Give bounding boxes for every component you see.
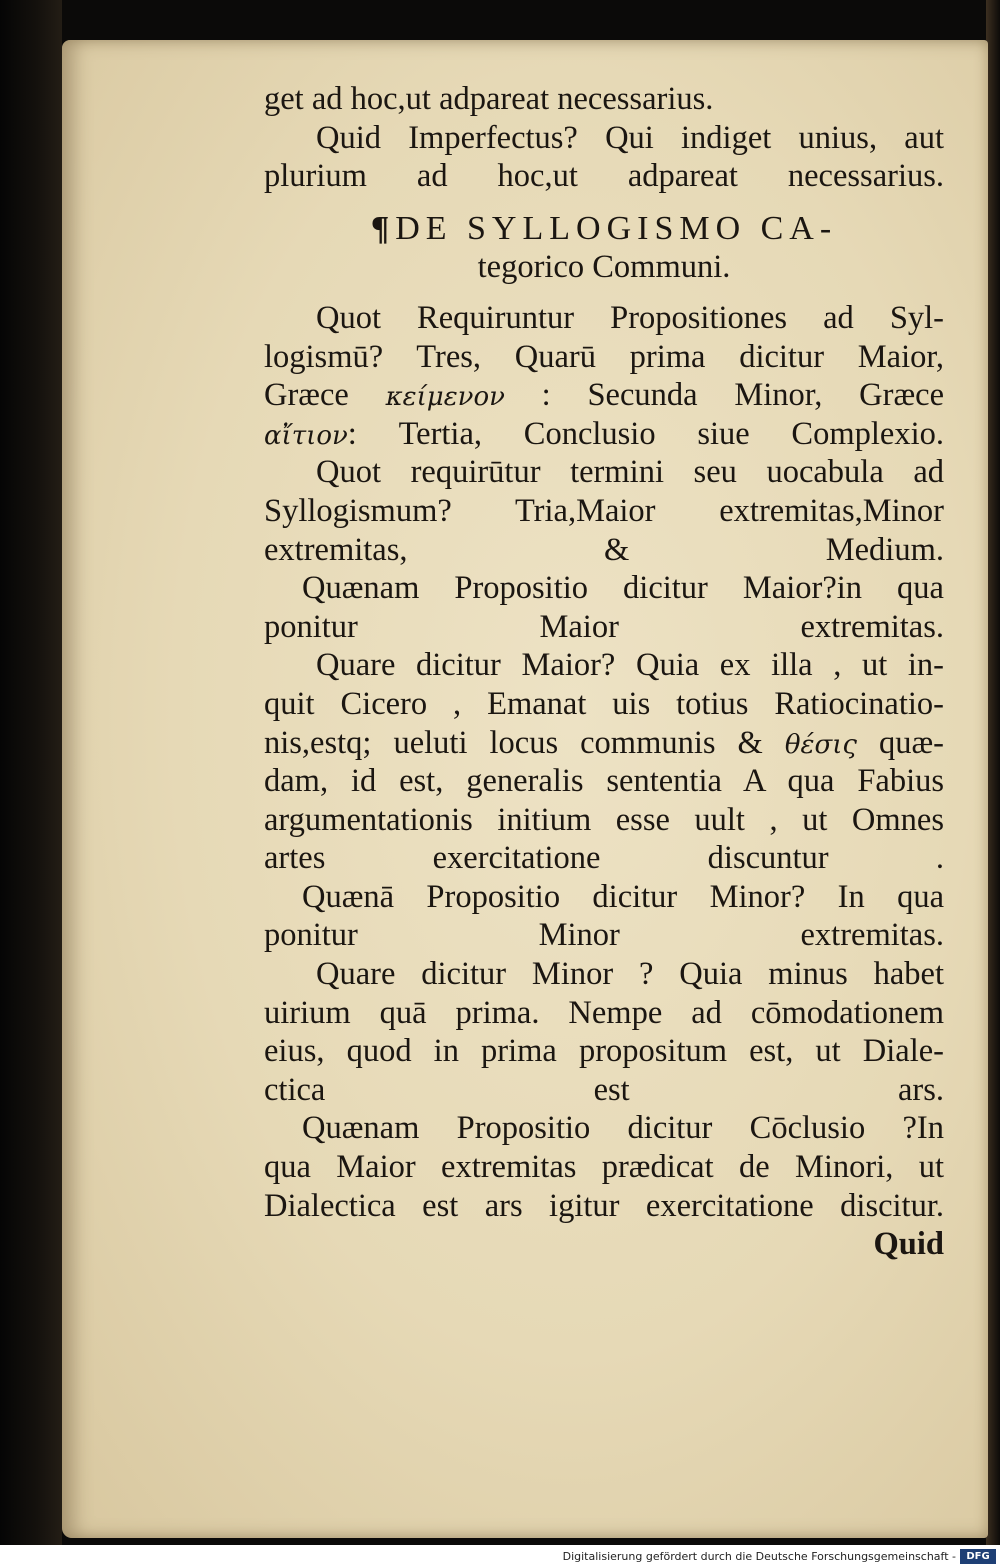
text-line bbox=[264, 916, 944, 955]
line-text: Dialectica est ars igitur exercitatione discitur. bbox=[264, 1187, 944, 1224]
text-line bbox=[264, 608, 944, 647]
line-text: Quot Requiruntur Propositiones ad Syl- bbox=[316, 299, 944, 336]
line-text: Quare dicitur Minor ? Quia minus habet bbox=[316, 956, 944, 993]
heading-line-1: DE SYLLOGISMO CA- bbox=[395, 209, 838, 247]
text-line bbox=[264, 801, 944, 840]
text-line bbox=[264, 762, 944, 801]
line-text: artes exercitatione discuntur . bbox=[264, 840, 944, 877]
text-line bbox=[264, 994, 944, 1033]
text-line bbox=[264, 685, 944, 724]
line-text: nis,estq; ueluti locus communis & bbox=[264, 724, 785, 761]
text-line: get ad hoc,ut adpareat necessarius. bbox=[264, 81, 714, 117]
text-line bbox=[264, 878, 944, 917]
text-line bbox=[264, 955, 944, 994]
dfg-logo: DFG bbox=[960, 1549, 996, 1564]
line-text: dam, id est, generalis sententia A qua Fabius bbox=[264, 763, 944, 800]
text-line bbox=[264, 376, 944, 415]
line-text: extremitas, & Medium. bbox=[264, 531, 944, 568]
line-text: ctica est ars. bbox=[264, 1071, 944, 1108]
line-text: ponitur Minor extremitas. bbox=[264, 917, 944, 954]
page-text bbox=[264, 80, 944, 1264]
pilcrow-mark: ¶ bbox=[370, 209, 396, 247]
text-line bbox=[264, 1148, 944, 1187]
line-text: : Tertia, Conclusio siue Complexio. bbox=[347, 415, 944, 452]
text-line bbox=[264, 415, 944, 454]
line-text: Quænam Propositio dicitur Maior?in qua bbox=[302, 570, 944, 607]
text-line bbox=[264, 299, 944, 338]
line-text: Syllogismum? Tria,Maior extremitas,Minor bbox=[264, 492, 944, 529]
body-text bbox=[264, 299, 944, 1225]
section-heading bbox=[264, 210, 944, 249]
line-text: Quænā Propositio dicitur Minor? In qua bbox=[302, 878, 944, 915]
text-line bbox=[264, 839, 944, 878]
line-text: quit Cicero , Emanat uis totius Ratiocinatio- bbox=[264, 685, 944, 722]
text-line bbox=[264, 646, 944, 685]
line-text: Quot requirūtur termini seu uocabula ad bbox=[316, 454, 944, 491]
text-line bbox=[264, 492, 944, 531]
text-line bbox=[264, 531, 944, 570]
catchword: Quid bbox=[873, 1226, 944, 1263]
text-line: Quid Imperfectus? Qui indiget unius, aut bbox=[316, 119, 944, 156]
page-edge bbox=[986, 0, 1000, 1545]
line-text: eius, quod in prima propositum est, ut Diale- bbox=[264, 1033, 944, 1070]
text-line: plurium ad hoc,ut adpareat necessarius. bbox=[264, 158, 944, 195]
line-text: ponitur Maior extremitas. bbox=[264, 608, 944, 645]
greek-word: κείμενον bbox=[385, 382, 505, 413]
greek-word: θέσις bbox=[784, 729, 857, 760]
book-spine bbox=[0, 0, 62, 1545]
text-line bbox=[264, 1032, 944, 1071]
line-text: Quænam Propositio dicitur Cōclusio ?In bbox=[302, 1110, 944, 1147]
text-line bbox=[264, 1071, 944, 1110]
line-text: Quare dicitur Maior? Quia ex illa , ut in- bbox=[316, 647, 944, 684]
footer-credit: Digitalisierung gefördert durch die Deutsche Forschungsgemeinschaft - bbox=[562, 1550, 956, 1563]
line-text: argumentationis initium esse uult , ut Omnes bbox=[264, 801, 944, 838]
greek-word: αἴτιον bbox=[264, 420, 348, 451]
line-text: qua Maior extremitas prædicat de Minori, ut bbox=[264, 1149, 944, 1186]
line-text: quæ- bbox=[856, 724, 944, 761]
line-text: : Secunda Minor, Græce bbox=[504, 377, 944, 414]
text-line bbox=[264, 453, 944, 492]
text-line bbox=[264, 569, 944, 608]
text-line bbox=[264, 1109, 944, 1148]
line-text: logismū? Tres, Quarū prima dicitur Maior, bbox=[264, 338, 944, 375]
text-line bbox=[264, 1187, 944, 1226]
heading-line-2: tegorico Communi. bbox=[477, 249, 731, 286]
text-line bbox=[264, 724, 944, 763]
digitization-footer bbox=[0, 1545, 1000, 1567]
line-text: uirium quā prima. Nempe ad cōmodationem bbox=[264, 994, 944, 1031]
text-line bbox=[264, 338, 944, 377]
line-text: Græce bbox=[264, 377, 386, 414]
